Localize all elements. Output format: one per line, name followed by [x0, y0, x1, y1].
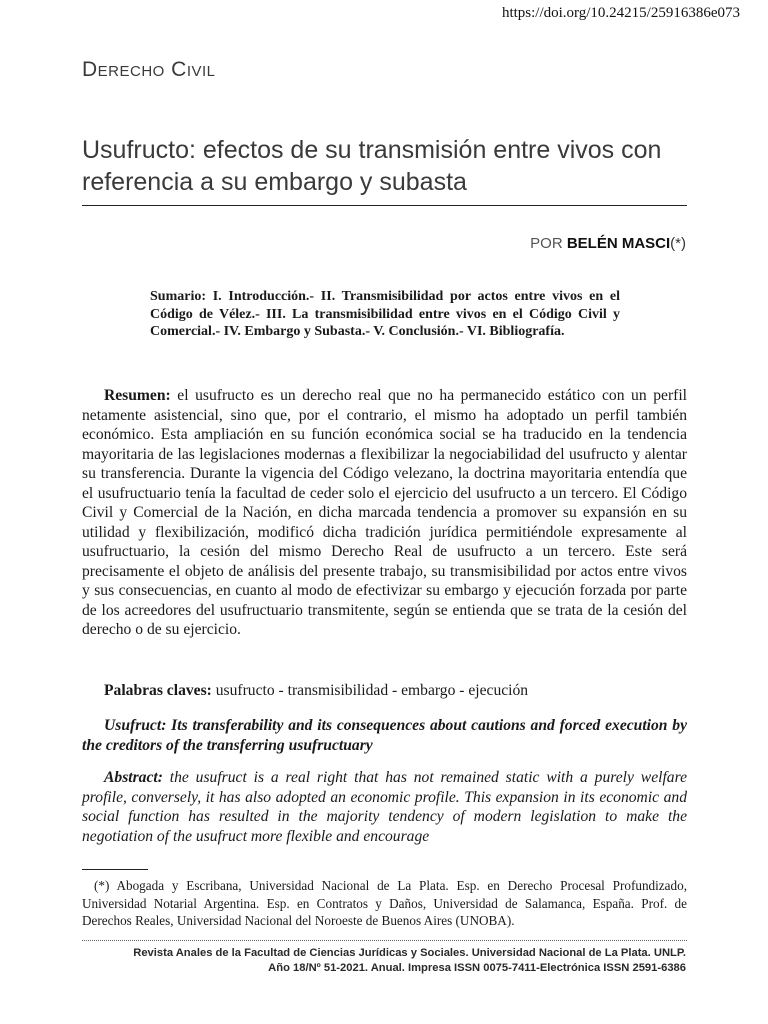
footer-divider [82, 940, 687, 941]
byline-prefix: POR [530, 235, 563, 252]
abstract-paragraph [82, 768, 687, 846]
journal-footer [81, 946, 686, 975]
footnote-marker[interactable]: (*) [670, 235, 686, 252]
journal-line-2: Año 18/Nº 51-2021. Anual. Impresa ISSN 0075-7411-Electrónica ISSN 2591-6386 [268, 961, 686, 974]
keywords-label: Palabras claves: [104, 682, 212, 699]
article-title: Usufructo: efectos de su transmisión entre vivos con referencia a su embargo y subasta [82, 136, 662, 196]
doi-link[interactable]: https://doi.org/10.24215/25916386e073 [501, 5, 740, 21]
resumen-paragraph [82, 386, 687, 640]
abstract-text: the usufruct is a real right that has not remained static with a purely welfare profile, conversely, it has also adopted an economic profile. This expansion in its economic and social function has resulted in the majority tendency of modern legislation to make the negotiation of the usufruct more flexible and encourage [82, 769, 687, 845]
title-divider [82, 205, 687, 206]
author-name: BELÉN MASCI [566, 235, 671, 252]
english-title: Usufruct: Its transferability and its consequences about cautions and forced execution by the creditors of the transferring usufructuary [82, 717, 687, 754]
resumen-label: Resumen: [104, 387, 171, 404]
keywords-text: usufructo - transmisibilidad - embargo - ejecución [211, 682, 529, 699]
journal-line-1: Revista Anales de la Facultad de Ciencias Jurídicas y Sociales. Universidad Nacional de La Plata. UNLP. [133, 947, 686, 959]
section-heading: Derecho Civil [82, 58, 216, 81]
byline [530, 235, 686, 252]
summary: Sumario: I. Introducción.- II. Transmisibilidad por actos entre vivos en el Código de Vélez.- III. La transmisibilidad entre vivos en el Código Civil y Comercial.- IV. Embargo y Subasta.- V. Conclusión.- VI. Bibliografía. [150, 289, 620, 339]
keywords-paragraph [82, 681, 687, 701]
author-footnote: (*) Abogada y Escribana, Universidad Nacional de La Plata. Esp. en Derecho Procesal Profundizado, Universidad Notarial Argentina. Esp. en Contratos y Daños, Universidad de Salamanca, España. Prof. de Derechos Reales, Universidad Nacional del Noroeste de Buenos Aires (UNOBA). [82, 878, 687, 928]
resumen-text: el usufructo es un derecho real que no ha permanecido estático con un perfil netamente asistencial, sino que, por el contrario, el mismo ha adoptado un perfil también económico. Esta ampliación en su función económica social se ha traducido en la tendencia mayoritaria de las legislaciones modernas a flexibilizar la negociabilidad del usufructo y alentar su transferencia. Durante la vigencia del Código velezano, la doctrina mayoritaria entendía que el usufructuario tenía la facultad de ceder solo el ejercicio del usufructo a un tercero. El Código Civil y Comercial de la Nación, en dicha marcada tendencia a promover su expansión en su utilidad y flexibilización, modificó dicha tradición jurídica permitiéndole expresamente al usufructuario, la cesión del mismo Derecho Real de usufructo a un tercero. Este será precisamente el objeto de análisis del presente trabajo, su transmisibilidad por actos entre vivos y sus consecuencias, en cuanto al modo de efectivizar su embargo y ejecución forzada por parte de los acreedores del usufructuario transmitente, según se entienda que se trata de la cesión del derecho o de su ejercicio. [82, 387, 687, 638]
abstract-label: Abstract: [104, 769, 163, 786]
footnote-divider [82, 869, 148, 870]
